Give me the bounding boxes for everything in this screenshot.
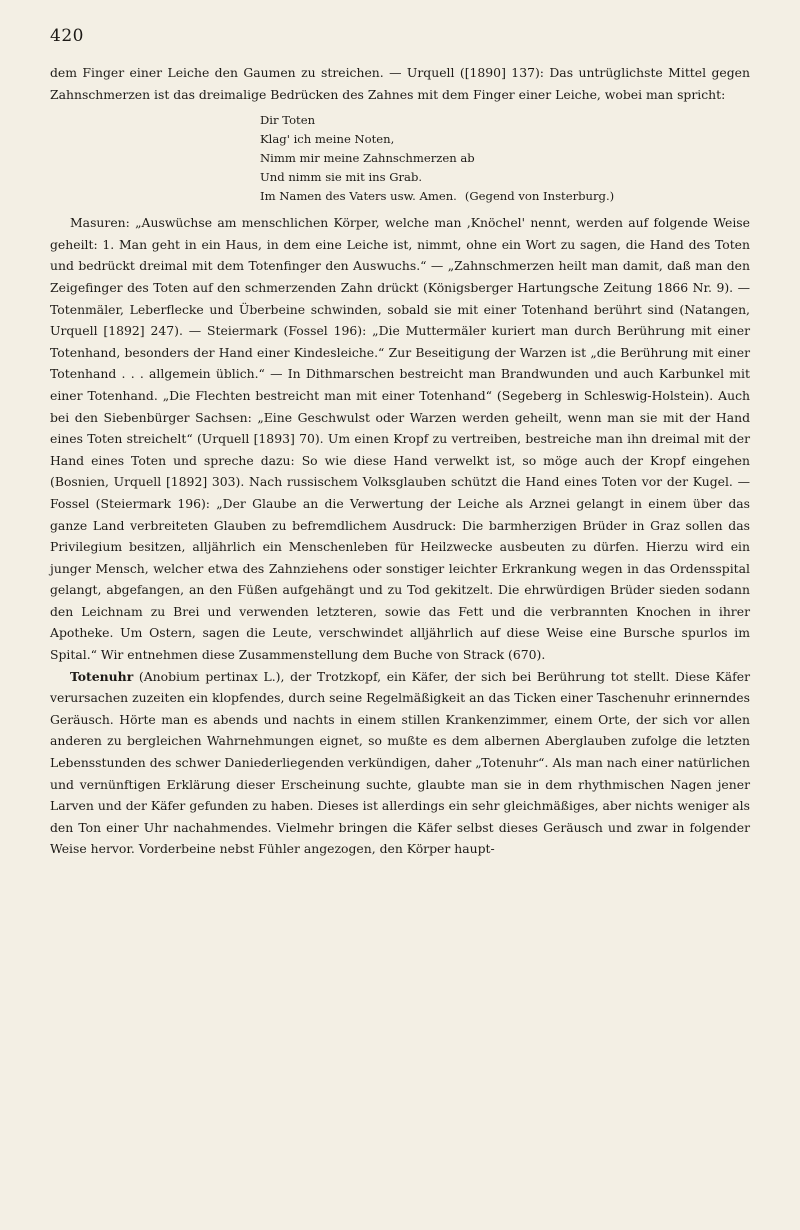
verse-line: Dir Toten xyxy=(260,113,316,128)
body-text xyxy=(50,62,750,860)
paragraph-3 xyxy=(50,666,750,860)
verse-line: Und nimm sie mit ins Grab. xyxy=(260,170,423,185)
verse-line-text: Im Namen des Vaters usw. Amen. xyxy=(260,189,457,204)
verse-line-last xyxy=(260,187,750,206)
headword-totenuhr: Totenuhr xyxy=(70,668,134,684)
verse-line: Klag' ich meine Noten, xyxy=(260,132,395,147)
paragraph-2: Masuren: „Auswüchse am menschlichen Körper, welche man ‚Knöchel' nennt, werden auf folgende Weise geheilt: 1. Man geht in ein Haus, in dem eine Leiche ist, nimmt, ohne ein Wort zu sagen, die Hand des Toten und bedrückt dreimal mit dem Totenfinger den Auswuchs.“ — „Zahnschmerzen heilt man damit, daß man den Zeigefinger des Toten auf den schmerzenden Zahn drückt (Königsberger Hartungsche Zeitung 1866 Nr. 9). — Totenmäler, Leberflecke und Überbeine schwinden, sobald sie mit einer Totenhand berührt sind (Natangen, Urquell [1892] 247). — Steiermark (Fossel 196): „Die Muttermäler kuriert man durch Berührung mit einer Totenhand, besonders der Hand einer Kindesleiche.“ Zur Beseitigung der Warzen ist „die Berührung mit einer Totenhand . . . allgemein üblich.“ — In Dithmarschen bestreicht man Brandwunden und auch Karbunkel mit einer Totenhand. „Die Flechten bestreicht man mit einer Totenhand“ (Segeberg in Schleswig-Holstein). Auch bei den Siebenbürger Sachsen: „Eine Geschwulst oder Warzen werden geheilt, wenn man sie mit der Hand eines Toten streichelt“ (Urquell [1893] 70). Um einen Kropf zu vertreiben, bestreiche man ihn dreimal mit der Hand eines Toten und spreche dazu: So wie diese Hand verwelkt ist, so möge auch der Kropf eingehen (Bosnien, Urquell [1892] 303). Nach russischem Volksglauben schützt die Hand eines Toten vor der Kugel. — Fossel (Steiermark 196): „Der Glaube an die Verwertung der Leiche als Arznei gelangt in einem über das ganze Land verbreiteten Glauben zu befremdlichem Ausdruck: Die barmherzigen Brüder in Graz sollen das Privilegium besitzen, alljährlich ein Menschenleben für Heilzwecke ausbeuten zu dürfen. Hierzu wird ein junger Mensch, welcher etwa des Zahnziehens oder sonstiger leichter Erkrankung wegen in das Ordensspital gelangt, abgefangen, an den Füßen aufgehängt und zu Tod gekitzelt. Die ehrwürdigen Brüder sieden sodann den Leichnam zu Brei und verwenden letzteren, sowie das Fett und die verbrannten Knochen in ihrer Apotheke. Um Ostern, sagen die Leute, verschwindet alljährlich auf diese Weise eine Bursche spurlos im Spital.“ Wir entnehmen diese Zusammenstellung dem Buche von Strack (670). xyxy=(50,215,750,663)
page-number: 420 xyxy=(50,26,84,46)
paragraph-3-text: (Anobium pertinax L.), der Trotzkopf, ein Käfer, der sich bei Berührung tot stellt. Diese Käfer verursachen zuzeiten ein klopfendes, durch seine Regelmäßigkeit an das Ticken einer Taschenuhr erinnerndes Geräusch. Hörte man es abends und nachts in einem stillen Krankenzimmer, einem Orte, der sich vor allen anderen zu bergleichen Wahrnehmungen eignet, so mußte es dem albernen Aberglauben zufolge die letzten Lebensstunden des schwer Daniederliegenden verkündigen, daher „Totenuhr“. Als man nach einer natürlichen und vernünftigen Erklärung dieser Erscheinung suchte, glaubte man sie in dem rhythmischen Nagen jener Larven und der Käfer gefunden zu haben. Dieses ist allerdings ein sehr gleichmäßiges, aber nichts weniger als den Ton einer Uhr nachahmendes. Vielmehr bringen die Käfer selbst dieses Geräusch und zwar in folgender Weise hervor. Vorderbeine nebst Fühler angezogen, den Körper haupt- xyxy=(50,668,750,857)
verse-source: (Gegend von Insterburg.) xyxy=(464,189,615,204)
verse-line: Nimm mir meine Zahnschmerzen ab xyxy=(260,151,475,166)
paragraph-1: dem Finger einer Leiche den Gaumen zu streichen. — Urquell ([1890] 137): Das untrüglichste Mittel gegen Zahnschmerzen ist das dreimalige Bedrücken des Zahnes mit dem Finger einer Leiche, wobei man spricht: xyxy=(50,65,750,102)
verse-quote xyxy=(260,111,750,206)
